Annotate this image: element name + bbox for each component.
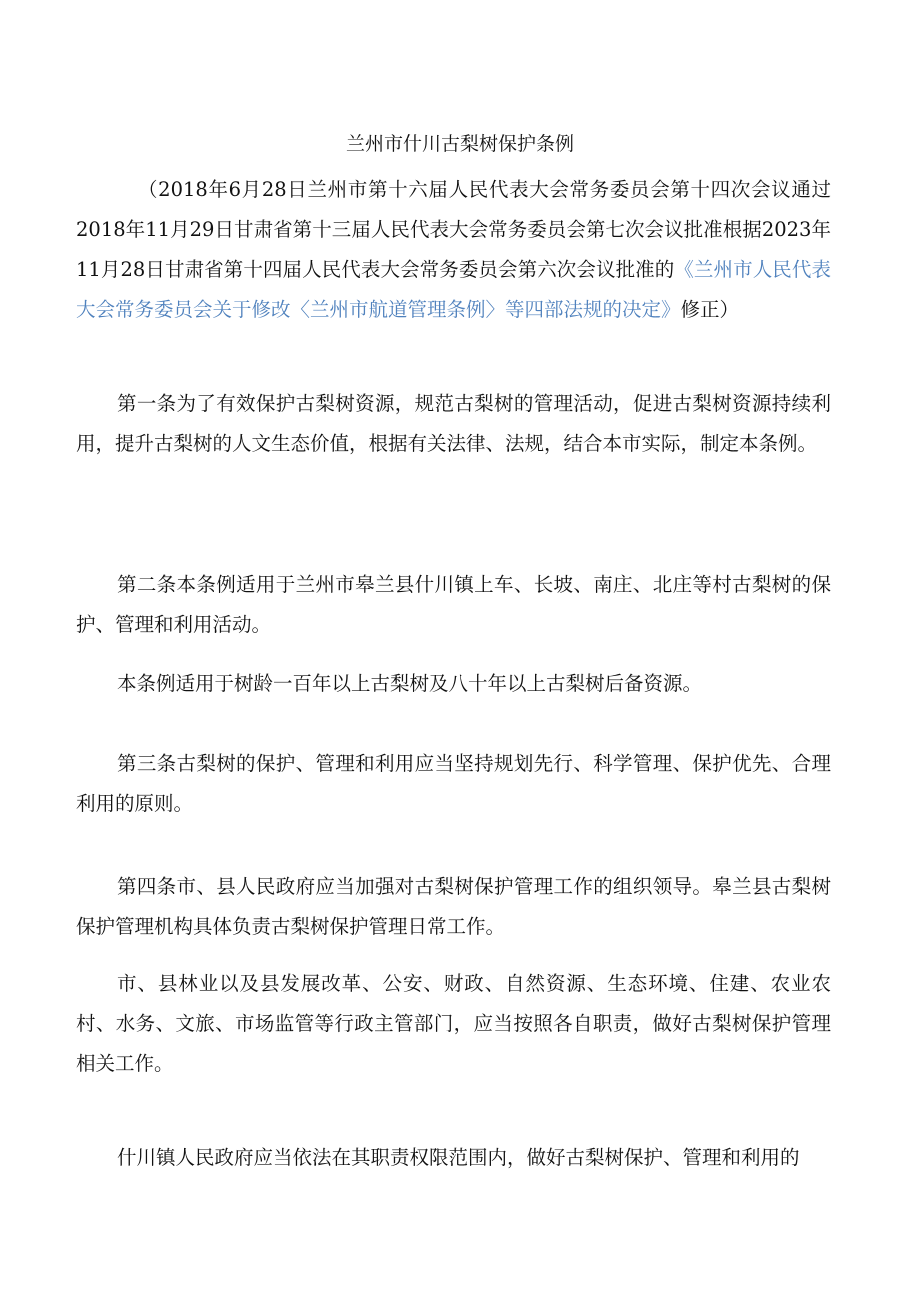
article-2-clause-2: 本条例适用于树龄一百年以上古梨树及八十年以上古梨树后备资源。 [117,672,703,695]
article-1: 第一条为了有效保护古梨树资源，规范古梨树的管理活动，促进古梨树资源持续利用，提升古梨树的人文生态价值，根据有关法律、法规，结合本市实际，制定本条例。 [76,392,831,455]
document-title: 兰州市什川古梨树保护条例 [345,133,574,155]
amendment-note [76,170,831,330]
article-3: 第三条古梨树的保护、管理和利用应当坚持规划先行、科学管理、保护优先、合理利用的原则。 [76,752,831,815]
article-4: 第四条市、县人民政府应当加强对古梨树保护管理工作的组织领导。皋兰县古梨树保护管理机构具体负责古梨树保护管理日常工作。 [76,875,831,938]
note-prefix: （2018年6月28日兰州市第十六届人民代表大会常务委员会第十四次会议通过 2018年11月29日甘肃省第十三届人民代表大会常务委员会第七次会议批准根据2023年11月28日甘肃省第十四届人民代表大会常务委员会第六次会议批准的 [76,178,831,281]
article-2: 第二条本条例适用于兰州市皋兰县什川镇上车、长坡、南庄、北庄等村古梨树的保护、管理和利用活动。 [76,573,831,636]
article-4-clause-3: 什川镇人民政府应当依法在其职责权限范围内，做好古梨树保护、管理和利用的 [117,1146,800,1169]
amendment-decision-link[interactable]: 《兰州市人民代表大会常务委员会关于修改〈兰州市航道管理条例〉等四部法规的决定》 [76,258,831,321]
article-4-clause-2: 市、县林业以及县发展改革、公安、财政、自然资源、生态环境、住建、农业农村、水务、文旅、市场监管等行政主管部门，应当按照各自职责，做好古梨树保护管理相关工作。 [76,972,831,1075]
note-suffix: 修正） [680,298,740,321]
